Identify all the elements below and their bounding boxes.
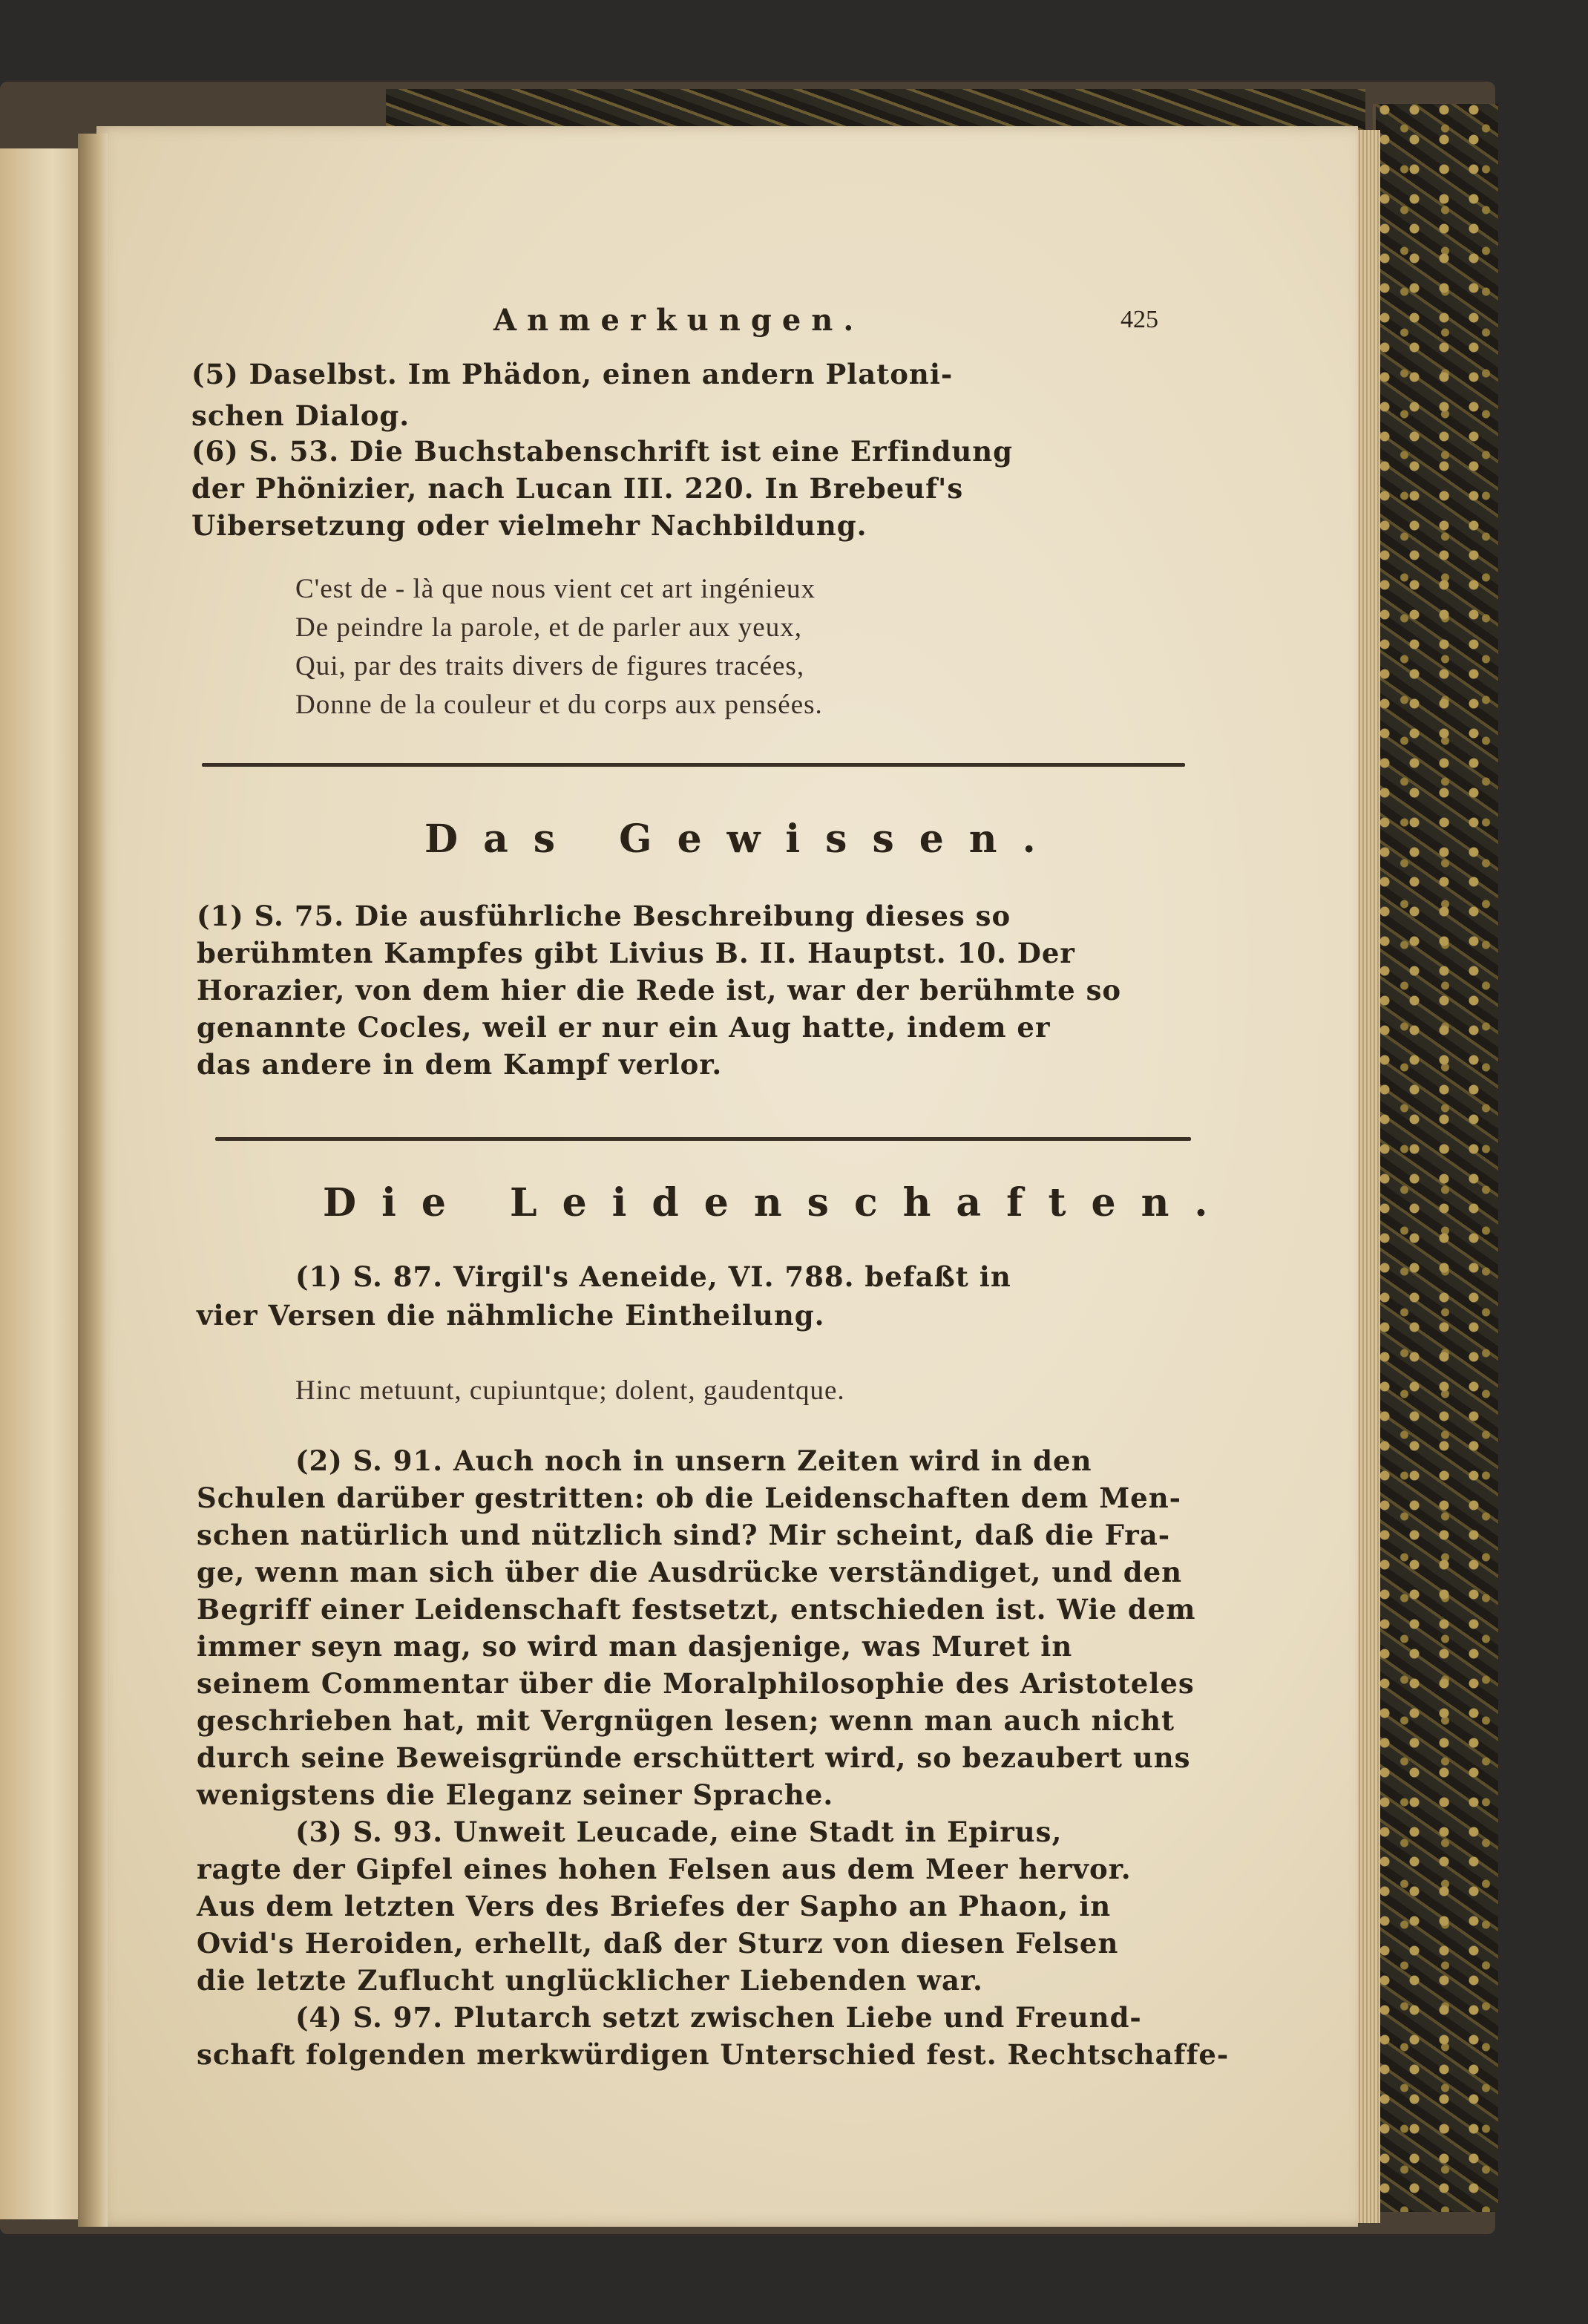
- note-6-line-1: (6) S. 53. Die Buchstabenschrift ist eine Erfindung: [191, 435, 1014, 468]
- leid-note3-line-5: die letzte Zuflucht unglücklicher Liebenden war.: [197, 1964, 983, 1997]
- leid-note2-line-4: ge, wenn man sich über die Ausdrücke verständiget, und den: [197, 1556, 1183, 1588]
- page-number: 425: [1121, 306, 1158, 333]
- leid-note2-line-3: schen natürlich und nützlich sind? Mir scheint, daß die Fra-: [197, 1519, 1171, 1551]
- quote-line-4: Donne de la couleur et du corps aux pensées.: [295, 690, 823, 720]
- gewissen-line-1: (1) S. 75. Die ausführliche Beschreibung dieses so: [197, 900, 1011, 932]
- leid-note2-line-10: wenigstens die Eleganz seiner Sprache.: [197, 1778, 834, 1811]
- leid-note4-line-2: schaft folgenden merkwürdigen Unterschied fest. Rechtschaffe-: [197, 2038, 1230, 2071]
- leid-note2-line-5: Begriff einer Leidenschaft festsetzt, entschieden ist. Wie dem: [197, 1593, 1196, 1626]
- leid-note2-line-1: (2) S. 91. Auch noch in unsern Zeiten wird in den: [295, 1444, 1092, 1477]
- gewissen-line-4: genannte Cocles, weil er nur ein Aug hatte, indem er: [197, 1011, 1051, 1044]
- gewissen-line-2: berühmten Kampfes gibt Livius B. II. Hauptst. 10. Der: [197, 937, 1075, 969]
- quote-line-1: C'est de - là que nous vient cet art ingénieux: [295, 574, 816, 604]
- book-gutter: [78, 134, 108, 2227]
- leid-note4-line-1: (4) S. 97. Plutarch setzt zwischen Liebe und Freund-: [295, 2001, 1142, 2034]
- leid-note1-line-1: (1) S. 87. Virgil's Aeneide, VI. 788. befaßt in: [295, 1260, 1011, 1293]
- marbled-cover-edge: [1373, 104, 1498, 2212]
- note-5-line-1: (5) Daselbst. Im Phädon, einen andern Platoni-: [191, 358, 954, 390]
- note-6-line-2: der Phönizier, nach Lucan III. 220. In Brebeuf's: [191, 472, 964, 505]
- section-title-leidenschaften: Die Leidenschaften.: [323, 1180, 1233, 1225]
- leid-note2-line-8: geschrieben hat, mit Vergnügen lesen; wenn man auch nicht: [197, 1704, 1175, 1737]
- leid-note3-line-4: Ovid's Heroiden, erhellt, daß der Sturz von diesen Felsen: [197, 1927, 1119, 1960]
- gewissen-line-5: das andere in dem Kampf verlor.: [197, 1048, 723, 1081]
- section-title-gewissen: Das Gewissen.: [424, 816, 1061, 862]
- leid-note2-line-7: seinem Commentar über die Moralphilosophie des Aristoteles: [197, 1667, 1195, 1700]
- leid-note1-line-2: vier Versen die nähmliche Eintheilung.: [197, 1299, 825, 1332]
- leid-note2-line-9: durch seine Beweisgründe erschüttert wird, so bezaubert uns: [197, 1741, 1191, 1774]
- page-stack-edge: [1356, 130, 1380, 2223]
- section-divider-2: [215, 1137, 1191, 1141]
- latin-quote: Hinc metuunt, cupiuntque; dolent, gaudentque.: [295, 1375, 845, 1406]
- section-divider-1: [202, 763, 1185, 767]
- leid-note2-line-6: immer seyn mag, so wird man dasjenige, was Muret in: [197, 1630, 1073, 1663]
- running-title: Anmerkungen.: [493, 303, 864, 338]
- gewissen-line-3: Horazier, von dem hier die Rede ist, war der berühmte so: [197, 974, 1122, 1006]
- leid-note3-line-3: Aus dem letzten Vers des Briefes der Sapho an Phaon, in: [197, 1890, 1112, 1922]
- left-page-edge: [0, 148, 88, 2219]
- note-5-line-2: schen Dialog.: [191, 399, 410, 432]
- leid-note3-line-1: (3) S. 93. Unweit Leucade, eine Stadt in Epirus,: [295, 1816, 1063, 1848]
- note-6-line-3: Uibersetzung oder vielmehr Nachbildung.: [191, 509, 867, 542]
- quote-line-3: Qui, par des traits divers de figures tracées,: [295, 651, 805, 681]
- leid-note2-line-2: Schulen darüber gestritten: ob die Leidenschaften dem Men-: [197, 1482, 1181, 1514]
- leid-note3-line-2: ragte der Gipfel eines hohen Felsen aus dem Meer hervor.: [197, 1853, 1132, 1885]
- quote-line-2: De peindre la parole, et de parler aux yeux,: [295, 612, 802, 643]
